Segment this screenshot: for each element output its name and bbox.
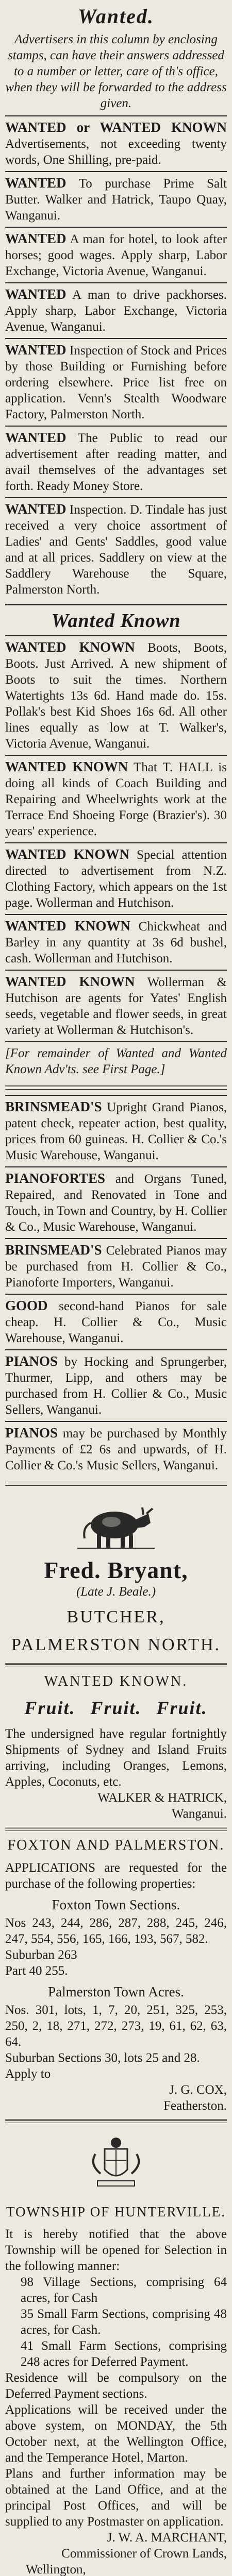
ad-text: Chickwheat and Barley in any quantity at 3s 6d bushel, cash. Wollerman and Hutchison. (5, 920, 227, 965)
foxton-title: Foxton Town Sections. (52, 1897, 180, 1912)
hunterville-text4: Plans and further information may be obtained at the Land Office, and at the principal Post Offices, and will be supplied to any Postmaster on application. (5, 2467, 227, 2529)
wanted-heading: Wanted. (78, 5, 154, 28)
wanted-ad (5, 115, 227, 171)
ad-lead: WANTED (5, 175, 67, 191)
coat-of-arms (5, 2128, 227, 2198)
ad-text: Inspection of Stock and Prices by those Building or Furnishing before ordering elsewhere. Price list free on application. Venn's Stealth Woodware Factory, Palmerston North. (5, 344, 227, 421)
ad-text: That T. HALL is doing all kinds of Coach Building and Repairing and Wheelwrights work at the Terrace End Shoeing Forge (Brazier's). 30 years' experience. (5, 760, 227, 838)
hunterville-text2: Residence will be compulsory on the Deferred Payment sections. (5, 2371, 227, 2401)
ad-lead: GOOD (5, 1298, 48, 1313)
divider (5, 1086, 227, 1090)
piano-ad (5, 1238, 227, 1294)
palmerston-text: Nos. 301, lots, 1, 7, 20, 251, 325, 253, 250, 2, 18, 271, 272, 273, 19, 61, 62, 63, 64. (5, 2003, 227, 2049)
ad-lead: WANTED (5, 342, 67, 358)
palmerston-title: Palmerston Town Acres. (48, 1984, 184, 1999)
piano-ad (5, 1421, 227, 1477)
wanted-known-ad (5, 970, 227, 1041)
ad-text: Wollerman & Hutchison are agents for Yates' English seeds, vegetable and flower seeds, in great variety at Wollerman & Hutchison's. (5, 975, 227, 1037)
foxton-intro: APPLICATIONS are requested for the purchase of the following properties: (5, 1861, 227, 1891)
hunterville-city: Wellington, (26, 2563, 86, 2576)
foxton-suburban: Suburban 263 (5, 1948, 77, 1962)
ad-text: Boots, Boots, Boots. Just Arrived. A new shipment of Boots to suit the times. Northern Watertights 13s 6d. Hand made do. 15s. Pollak's best Kid Shoes 16s 6d. All other lines equally as low at T. Walker's, Victoria Avenue, Wanganui. (5, 641, 227, 751)
ad-lead: WANTED (5, 501, 67, 517)
divider (5, 1827, 227, 1831)
ad-lead: PIANOS (5, 1425, 58, 1440)
ad-text: Inspection. D. Tindale has just received a very choice assortment of Ladies' and Gents' Saddles, good value and at all prices. Saddlery on view at the Saddlery Warehouse the Square, Palmerston North. (5, 503, 227, 597)
ad-lead: WANTED (5, 430, 67, 445)
bull-icon (77, 1498, 155, 1550)
fruit-signature: WALKER & HATRICK, (97, 1791, 227, 1805)
ad-text: by Hocking and Sprungerber, Thurmer, Lipp, and others may be purchased from H. Collier & Co., Music Sellers, Wanganui. (5, 1355, 227, 1417)
hunterville-item: 98 Village Sections, comprising 64 acres, for Cash (21, 2275, 227, 2305)
divider (5, 2119, 227, 2123)
ad-text: The Public to read our advertisement after reading matter, and avail themselves of the advantages set forth. Ready Money Store. (5, 431, 227, 493)
ad-lead: WANTED or WANTED KNOWN (5, 120, 227, 135)
hunterville-text1: It is hereby notified that the above Township will be opened for Selection in the following manner: (5, 2227, 227, 2273)
ad-lead: BRINSMEAD'S (5, 1242, 102, 1258)
fruit-text: The undersigned have regular fortnightly Shipments of Sydney and Island Fruits arriving, including Oranges, Lemons, Apples, Coconuts, etc. (5, 1727, 227, 1789)
hunterville-signature: J. W. A. MARCHANT, (107, 2531, 227, 2545)
hunterville-text3: Applications will be received under the above system, on MONDAY, the 5th October next, at the Wellington Office, and the Temperance Hotel, Marton. (5, 2403, 227, 2465)
ad-text: Celebrated Pianos may be purchased from H. Collier & Co., Pianoforte Importers, Wanganui. (5, 1244, 227, 1290)
ad-lead: WANTED KNOWN (5, 759, 128, 774)
hunterville-item: 35 Small Farm Sections, comprising 48 acres, for Cash. (21, 2307, 227, 2337)
wanted-ad (5, 497, 227, 601)
fruit-place: Wanganui. (172, 1807, 227, 1821)
ad-text: Advertisements, not exceeding twenty words, One Shilling, pre-paid. (5, 137, 227, 167)
wanted-known-ad (5, 914, 227, 970)
ad-lead: WANTED KNOWN (5, 846, 129, 862)
divider (5, 1663, 227, 1667)
wanted-known-ad (5, 755, 227, 842)
ad-lead: WANTED (5, 231, 67, 246)
piano-ad (5, 1349, 227, 1421)
wanted-ad (5, 282, 227, 338)
wanted-known-ad (5, 635, 227, 755)
palmerston-suburban: Suburban Sections 30, lots 25 and 28. (5, 2051, 200, 2065)
ad-lead: PIANOFORTES (5, 1171, 106, 1186)
ad-lead: BRINSMEAD'S (5, 1099, 102, 1114)
foxton-heading: FOXTON AND PALMERSTON. (7, 1837, 225, 1853)
fruit-heading: WANTED KNOWN. (44, 1673, 188, 1689)
butcher-trade: BUTCHER, (67, 1607, 165, 1626)
ad-text: A man for hotel, to look after horses; good wages. Apply sharp, Labor Exchange, Victoria Avenue, Wanganui. (5, 232, 227, 278)
wanted-known-footnote: [For remainder of Wanted and Wanted Known Adv'ts. see First Page.] (5, 1041, 227, 1080)
ad-lead: WANTED (5, 286, 67, 302)
ad-text: Special attention directed to advertisement from N.Z. Clothing Factory, which appears on the 1st page. Wollerman and Hutchison. (5, 848, 227, 910)
butcher-town: PALMERSTON NORTH. (11, 1635, 221, 1654)
apply-to: Apply to (5, 2067, 51, 2081)
ad-lead: WANTED KNOWN (5, 639, 135, 655)
wanted-ad (5, 171, 227, 227)
wanted-ad (5, 426, 227, 497)
bull-illustration (5, 1491, 227, 1554)
piano-ad (5, 1095, 227, 1166)
ad-lead: WANTED KNOWN (5, 918, 130, 934)
crest-icon (85, 2133, 147, 2190)
ad-text: and Organs Tuned, Repaired, and Renovated in Tone and Touch, in Town and Country, by H. Collier & Co., Music Warehouse, Wanganui. (5, 1172, 227, 1234)
ad-text: A man to drive packhorses. Apply sharp, Labor Exchange, Victoria Avenue, Wanganui. (5, 288, 227, 334)
wanted-ad (5, 227, 227, 282)
hunterville-heading: TOWNSHIP OF HUNTERVILLE. (6, 2204, 226, 2219)
hunterville-title: Commissioner of Crown Lands, (61, 2547, 227, 2561)
wanted-known-heading: Wanted Known (51, 610, 181, 632)
ad-text: To purchase Prime Salt Butter. Walker and Hatrick, Taupo Quay, Wanganui. (5, 177, 227, 223)
foxton-part: Part 40 255. (5, 1964, 68, 1978)
ad-text: Upright Grand Pianos, patent check, repeater action, best quality, prices from 60 guineas. H. Collier & Co.'s Music Warehouse, Wanganui. (5, 1100, 227, 1162)
butcher-name: Fred. Bryant, (44, 1557, 188, 1583)
piano-ad (5, 1166, 227, 1238)
wanted-known-ad (5, 842, 227, 914)
ad-lead: WANTED KNOWN (5, 974, 135, 989)
piano-ad (5, 1294, 227, 1349)
foxton-agent: J. G. COX, (169, 2083, 227, 2097)
divider (5, 1482, 227, 1486)
wanted-ad (5, 338, 227, 426)
butcher-former: (Late J. Beale.) (76, 1585, 156, 1599)
hunterville-item: 41 Small Farm Sections, comprising 248 acres for Deferred Payment. (21, 2339, 227, 2369)
ad-lead: PIANOS (5, 1353, 58, 1369)
ad-text: second-hand Pianos for sale cheap. H. Collier & Co., Music Warehouse, Wanganui. (5, 1299, 227, 1345)
fruit-banner: Fruit. Fruit. Fruit. (24, 1698, 208, 1718)
foxton-agent-place: Featherston. (163, 2099, 227, 2113)
foxton-text: Nos 243, 244, 286, 287, 288, 245, 246, 247, 554, 556, 165, 166, 193, 567, 582. (5, 1916, 227, 1946)
divider (5, 604, 227, 605)
ad-text: may be purchased by Monthly Payments of £2 6s and upwards, of H. Collier & Co.'s Music Sellers, Wanganui. (5, 1427, 227, 1472)
wanted-intro: Advertisers in this column by enclosing stamps, can have their answers addressed to a number or letter, care of th's office, when they will be forwarded to the address given. (5, 32, 227, 110)
